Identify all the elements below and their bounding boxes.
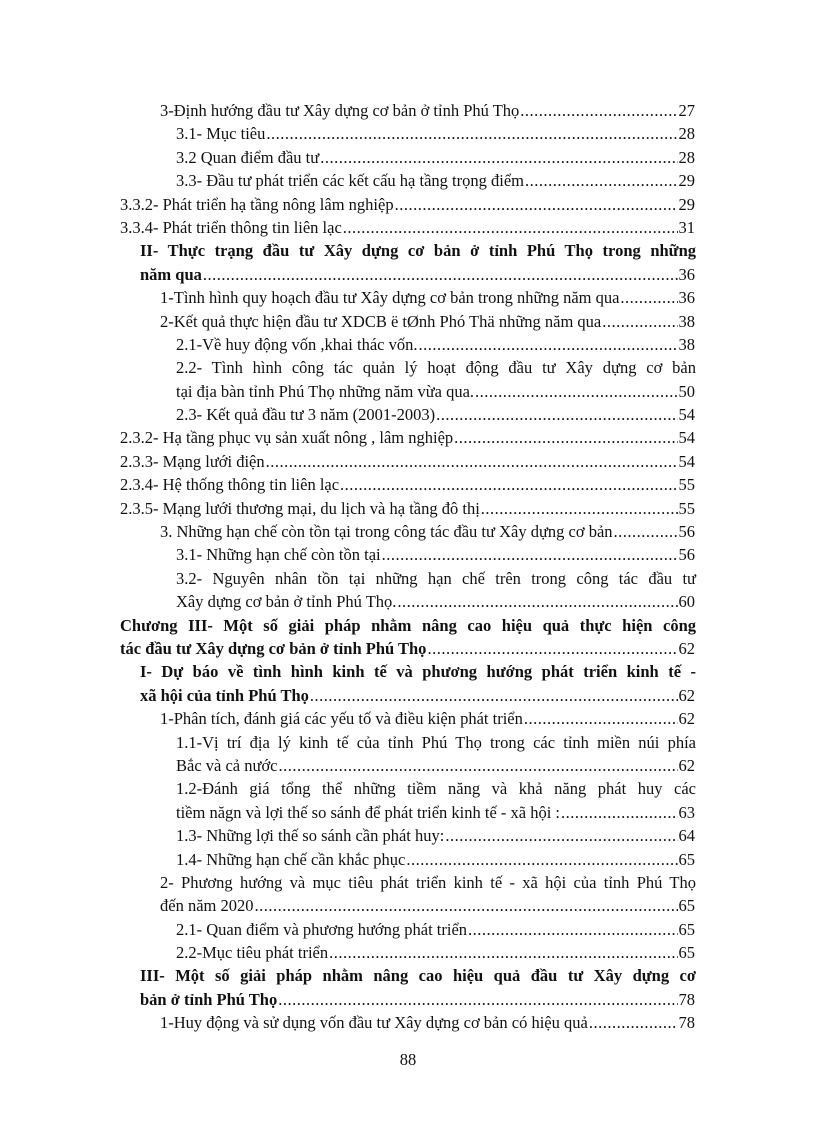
toc-entry-title: 2.2- Tình hình công tác quản lý hoạt động đầu tư Xây dựng cơ bản — [176, 358, 696, 378]
toc-entry — [0, 520, 816, 543]
toc-leader-dots — [436, 403, 677, 426]
toc-leader-dots — [524, 707, 678, 730]
toc-entry-page: 65 — [678, 849, 695, 869]
toc-entry — [0, 99, 816, 122]
toc-entry-page: 55 — [678, 498, 695, 518]
toc-entry-title: 2-Kết quả thực hiện đầu tư XDCB ë tØnh Phó Thä những năm qua — [160, 311, 602, 331]
toc-entry-title: 1-Huy động và sử dụng vốn đầu tư Xây dựng cơ bản có hiệu quả — [160, 1013, 588, 1033]
toc-entry — [0, 193, 816, 216]
toc-entry-heading — [0, 567, 816, 590]
toc-leader-dots — [278, 988, 677, 1011]
toc-entry — [0, 801, 816, 824]
toc-leader-dots — [266, 450, 678, 473]
toc-entry — [0, 684, 816, 707]
toc-entry-page: 54 — [678, 428, 695, 448]
toc-entry-title: 3-Định hướng đầu tư Xây dựng cơ bản ở tỉnh Phú Thọ — [160, 101, 520, 120]
toc-entry-page: 55 — [678, 475, 695, 495]
toc-entry-page: 54 — [678, 451, 695, 471]
toc-entry-page: 63 — [678, 802, 695, 822]
toc-entry-page: 62 — [678, 638, 695, 658]
toc-entry-page: 50 — [678, 381, 695, 401]
toc-leader-dots — [406, 848, 677, 871]
toc-entry-title: Xây dựng cơ bản ở tỉnh Phú Thọ. — [176, 592, 397, 612]
toc-entry — [0, 754, 816, 777]
toc-entry-title: 2.2-Mục tiêu phát triển — [176, 943, 329, 963]
toc-entry-title: bản ở tỉnh Phú Thọ — [140, 989, 278, 1009]
toc-entry-title: 1.1-Vị trí địa lý kinh tế của tỉnh Phú Thọ trong các tỉnh miền núi phía — [176, 732, 696, 752]
toc-entry-title: 2.3.3- Mạng lưới điện — [120, 451, 265, 471]
toc-entry-page: 78 — [678, 989, 695, 1009]
toc-entry-heading — [0, 614, 816, 637]
toc-entry-heading — [0, 239, 816, 262]
toc-entry-title: 2.3.4- Hệ thống thông tin liên lạc — [120, 475, 340, 495]
toc-entry — [0, 333, 816, 356]
toc-entry — [0, 286, 816, 309]
toc-leader-dots — [382, 543, 678, 566]
toc-entry-title: tại địa bàn tỉnh Phú Thọ những năm vừa qua. — [176, 381, 475, 401]
toc-entry-page: 28 — [678, 147, 695, 167]
toc-entry-title: đến năm 2020 — [160, 896, 254, 916]
toc-leader-dots — [320, 146, 677, 169]
toc-entry — [0, 824, 816, 847]
toc-entry-page: 65 — [678, 919, 695, 939]
toc-leader-dots — [614, 520, 678, 543]
toc-entry-page: 62 — [678, 755, 695, 775]
toc-entry-title: Bắc và cả nước — [176, 755, 278, 775]
toc-entry-page: 54 — [678, 405, 695, 425]
toc-entry-title: 2.3.2- Hạ tầng phục vụ sản xuất nông , lâm nghiệp — [120, 428, 454, 448]
toc-leader-dots — [266, 122, 677, 145]
toc-entry-title: 2.3- Kết quả đầu tư 3 năm (2001-2003) — [176, 405, 436, 425]
table-of-contents — [0, 99, 816, 1035]
toc-entry-title: 1-Phân tích, đánh giá các yếu tố và điều kiện phát triển — [160, 709, 523, 729]
toc-entry-title: 3.2- Nguyên nhân tồn tại những hạn chế trên trong công tác đầu tư — [176, 568, 696, 588]
toc-entry-heading — [0, 964, 816, 987]
toc-entry — [0, 1011, 816, 1034]
toc-entry — [0, 122, 816, 145]
toc-entry — [0, 263, 816, 286]
toc-entry-title: xã hội của tỉnh Phú Thọ — [140, 685, 309, 705]
toc-entry — [0, 590, 816, 613]
toc-leader-dots — [445, 824, 677, 847]
toc-leader-dots — [279, 754, 678, 777]
toc-entry-title: năm qua — [140, 264, 202, 284]
toc-entry — [0, 918, 816, 941]
toc-entry — [0, 450, 816, 473]
toc-entry-title: 2.3.5- Mạng lưới thương mại, du lịch và hạ tầng đô thị — [120, 498, 480, 518]
toc-entry — [0, 169, 816, 192]
toc-entry — [0, 216, 816, 239]
toc-entry-title: 1.4- Những hạn chế cần khắc phục — [176, 849, 406, 869]
toc-entry-page: 36 — [678, 288, 695, 308]
toc-entry — [0, 473, 816, 496]
toc-entry — [0, 848, 816, 871]
toc-leader-dots — [427, 637, 677, 660]
toc-leader-dots — [310, 684, 678, 707]
toc-leader-dots — [520, 99, 677, 122]
toc-entry-page: 62 — [678, 709, 695, 729]
toc-leader-dots — [419, 333, 678, 356]
toc-entry-title: 3.3.4- Phát triển thông tin liên lạc — [120, 217, 342, 237]
toc-entry — [0, 403, 816, 426]
toc-entry-page: 65 — [678, 896, 695, 916]
toc-leader-dots — [343, 216, 678, 239]
toc-entry-title: 3.3.2- Phát triển hạ tầng nông lâm nghiệp — [120, 194, 394, 214]
toc-entry — [0, 146, 816, 169]
toc-entry — [0, 543, 816, 566]
toc-entry-title: 2.1- Quan điểm và phương hướng phát triển — [176, 919, 468, 939]
toc-entry-heading — [0, 660, 816, 683]
toc-entry-heading — [0, 871, 816, 894]
toc-entry-title: 3.3- Đầu tư phát triển các kết cấu hạ tầng trọng điểm — [176, 171, 524, 191]
toc-entry-page: 27 — [678, 101, 695, 120]
toc-entry-title: Chương III- Một số giải pháp nhằm nâng cao hiệu quả thực hiện công — [120, 615, 696, 635]
toc-leader-dots — [561, 801, 677, 824]
toc-entry-title: 1-Tình hình quy hoạch đầu tư Xây dựng cơ bản trong những năm qua — [160, 288, 620, 308]
toc-leader-dots — [475, 380, 677, 403]
toc-leader-dots — [454, 426, 677, 449]
toc-leader-dots — [340, 473, 677, 496]
toc-entry-heading — [0, 731, 816, 754]
toc-entry — [0, 497, 816, 520]
toc-entry-page: 29 — [678, 171, 695, 191]
toc-entry-title: II- Thực trạng đầu tư Xây dựng cơ bản ở tỉnh Phú Thọ trong những — [140, 241, 696, 261]
toc-entry — [0, 426, 816, 449]
toc-entry-page: 56 — [678, 522, 695, 542]
toc-leader-dots — [589, 1011, 678, 1034]
toc-entry-page: 78 — [678, 1013, 695, 1033]
toc-entry-title: 3.2 Quan điểm đầu tư — [176, 147, 320, 167]
toc-leader-dots — [481, 497, 678, 520]
toc-leader-dots — [203, 263, 678, 286]
toc-entry-page: 38 — [678, 311, 695, 331]
toc-entry-page: 65 — [678, 943, 695, 963]
toc-entry-title: III- Một số giải pháp nhằm nâng cao hiệu quả đầu tư Xây dựng cơ — [140, 966, 696, 986]
toc-entry-heading — [0, 777, 816, 800]
toc-entry-page: 29 — [678, 194, 695, 214]
toc-leader-dots — [397, 590, 677, 613]
toc-entry-title: tác đầu tư Xây dựng cơ bản ở tỉnh Phú Thọ — [120, 638, 427, 658]
toc-entry-title: 3.1- Những hạn chế còn tồn tại — [176, 545, 381, 565]
toc-entry-title: 2.1-Về huy động vốn ,khai thác vốn. — [176, 334, 418, 354]
toc-leader-dots — [525, 169, 678, 192]
toc-entry-title: 3. Những hạn chế còn tồn tại trong công tác đầu tư Xây dựng cơ bản — [160, 522, 613, 542]
page-number: 88 — [399, 1050, 417, 1069]
toc-leader-dots — [254, 894, 677, 917]
toc-entry-title: 3.1- Mục tiêu — [176, 124, 266, 144]
toc-entry-page: 28 — [678, 124, 695, 144]
toc-entry — [0, 380, 816, 403]
toc-leader-dots — [395, 193, 678, 216]
toc-entry-page: 36 — [678, 264, 695, 284]
toc-leader-dots — [602, 310, 677, 333]
toc-entry-page: 56 — [678, 545, 695, 565]
toc-entry — [0, 894, 816, 917]
toc-leader-dots — [620, 286, 677, 309]
toc-entry — [0, 637, 816, 660]
toc-entry — [0, 988, 816, 1011]
toc-leader-dots — [468, 918, 677, 941]
toc-entry-title: tiềm năgn và lợi thế so sánh để phát triển kinh tế - xã hội : — [176, 802, 561, 822]
toc-entry — [0, 941, 816, 964]
toc-entry-page: 60 — [678, 592, 695, 612]
toc-leader-dots — [329, 941, 677, 964]
toc-entry-title: 1.2-Đánh giá tổng thể những tiềm năng và khả năng phát huy các — [176, 779, 696, 799]
toc-entry-title: 1.3- Những lợi thế so sánh cần phát huy: — [176, 826, 445, 846]
toc-entry-title: 2- Phương hướng và mục tiêu phát triển kinh tế - xã hội của tỉnh Phú Thọ — [160, 872, 696, 892]
toc-entry — [0, 310, 816, 333]
toc-entry-page: 64 — [678, 826, 695, 846]
toc-entry-page: 38 — [678, 334, 695, 354]
toc-entry — [0, 707, 816, 730]
toc-entry-page: 62 — [678, 685, 695, 705]
toc-entry-heading — [0, 356, 816, 379]
toc-entry-title: I- Dự báo về tình hình kinh tế và phương hướng phát triển kinh tế - — [140, 662, 696, 682]
toc-entry-page: 31 — [678, 217, 695, 237]
